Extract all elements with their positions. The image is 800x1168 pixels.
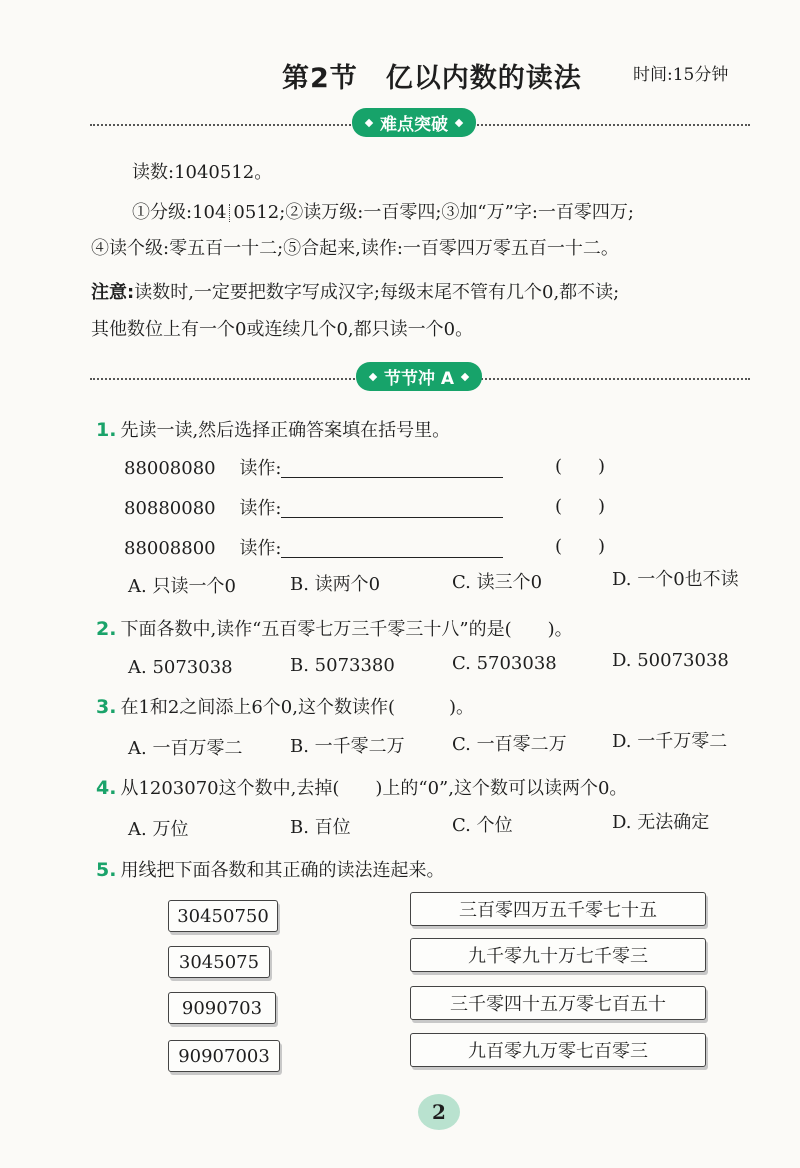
q1-option-a[interactable]: A. 只读一个0: [128, 576, 236, 597]
answer-blank[interactable]: [281, 541, 503, 558]
question-number: 3.: [96, 696, 117, 718]
question-number: 2.: [96, 618, 117, 640]
answer-blank[interactable]: [281, 501, 503, 518]
page-title: 第2节 亿以内数的读法: [282, 63, 582, 94]
diamond-icon: [369, 372, 377, 380]
reading-box[interactable]: 九千零九十万七千零三: [410, 938, 706, 972]
note-line-2: 其他数位上有一个0或连续几个0,都只读一个0。: [91, 319, 474, 340]
question-text: 用线把下面各数和其正确的读法连起来。: [120, 860, 445, 881]
page-number: 2: [418, 1094, 460, 1130]
q3-option-c[interactable]: C. 一百零二万: [452, 734, 567, 755]
q1-answer-paren-3[interactable]: ( ): [555, 536, 606, 557]
section-pill-practice: [356, 362, 482, 391]
note-label: 注意:: [91, 282, 135, 303]
question-1: [96, 421, 450, 440]
step-split-prefix: ①分级:104: [132, 202, 227, 223]
number-box[interactable]: 9090703: [168, 992, 276, 1024]
question-number: 5.: [96, 859, 117, 881]
section-pill-difficulty: [352, 108, 476, 137]
question-5: [96, 861, 444, 880]
number-box[interactable]: 30450750: [168, 900, 278, 932]
time-label: 时间:15分钟: [633, 65, 729, 85]
q1-answer-paren-1[interactable]: ( ): [555, 456, 606, 477]
question-text: 从1203070这个数中,去掉( )上的“0”,这个数可以读两个0。: [120, 778, 628, 799]
q1-read-label: 读作:: [239, 538, 282, 559]
q1-number: 80880080: [124, 498, 216, 519]
q2-option-b[interactable]: B. 5073380: [290, 655, 395, 676]
q1-row-3: [124, 540, 503, 558]
diamond-icon: [455, 118, 463, 126]
example-number: 读数:1040512。: [132, 162, 273, 183]
q3-option-d[interactable]: D. 一千万零二: [612, 731, 728, 752]
question-3: [96, 698, 474, 717]
reading-box[interactable]: 三百零四万五千零七十五: [410, 892, 706, 926]
q4-option-a[interactable]: A. 万位: [128, 819, 189, 840]
section-pill-label: 难点突破: [380, 115, 448, 135]
q1-row-2: [124, 500, 503, 518]
question-2: [96, 620, 573, 639]
q1-number: 88008800: [124, 538, 216, 559]
q4-option-d[interactable]: D. 无法确定: [612, 812, 710, 833]
step-split-suffix: 0512;②读万级:一百零四;③加“万”字:一百零四万;: [233, 202, 634, 223]
q1-option-c[interactable]: C. 读三个0: [452, 572, 543, 593]
q1-option-d[interactable]: D. 一个0也不读: [612, 569, 739, 590]
q4-option-c[interactable]: C. 个位: [452, 815, 513, 836]
note-line-1: [91, 284, 619, 302]
q2-option-d[interactable]: D. 50073038: [612, 650, 729, 671]
example-step-line-1: [132, 204, 634, 222]
q3-option-a[interactable]: A. 一百万零二: [128, 738, 243, 759]
section-pill-label: 节节冲 A: [384, 369, 455, 389]
q2-option-a[interactable]: A. 5073038: [128, 657, 233, 678]
q3-option-b[interactable]: B. 一千零二万: [290, 736, 405, 757]
question-text: 下面各数中,读作“五百零七万三千零三十八”的是( )。: [120, 619, 573, 640]
question-text: 在1和2之间添上6个0,这个数读作( )。: [120, 697, 475, 718]
q1-read-label: 读作:: [239, 458, 282, 479]
note-text: 读数时,一定要把数字写成汉字;每级末尾不管有几个0,都不读;: [134, 282, 620, 303]
answer-blank[interactable]: [281, 461, 503, 478]
q1-number: 88008080: [124, 458, 216, 479]
q2-option-c[interactable]: C. 5703038: [452, 653, 557, 674]
example-step-line-2: ④读个级:零五百一十二;⑤合起来,读作:一百零四万零五百一十二。: [91, 238, 619, 259]
question-number: 4.: [96, 777, 117, 799]
q1-read-label: 读作:: [239, 498, 282, 519]
q1-option-b[interactable]: B. 读两个0: [290, 574, 381, 595]
diamond-icon: [365, 118, 373, 126]
question-text: 先读一读,然后选择正确答案填在括号里。: [120, 420, 451, 441]
number-box[interactable]: 3045075: [168, 946, 270, 978]
question-number: 1.: [96, 419, 117, 441]
q1-answer-paren-2[interactable]: ( ): [555, 496, 606, 517]
reading-box[interactable]: 九百零九万零七百零三: [410, 1033, 706, 1067]
number-box[interactable]: 90907003: [168, 1040, 280, 1072]
diamond-icon: [461, 372, 469, 380]
dotted-separator: [229, 204, 230, 222]
q4-option-b[interactable]: B. 百位: [290, 817, 351, 838]
reading-box[interactable]: 三千零四十五万零七百五十: [410, 986, 706, 1020]
question-4: [96, 779, 627, 798]
q1-row-1: [124, 460, 503, 478]
